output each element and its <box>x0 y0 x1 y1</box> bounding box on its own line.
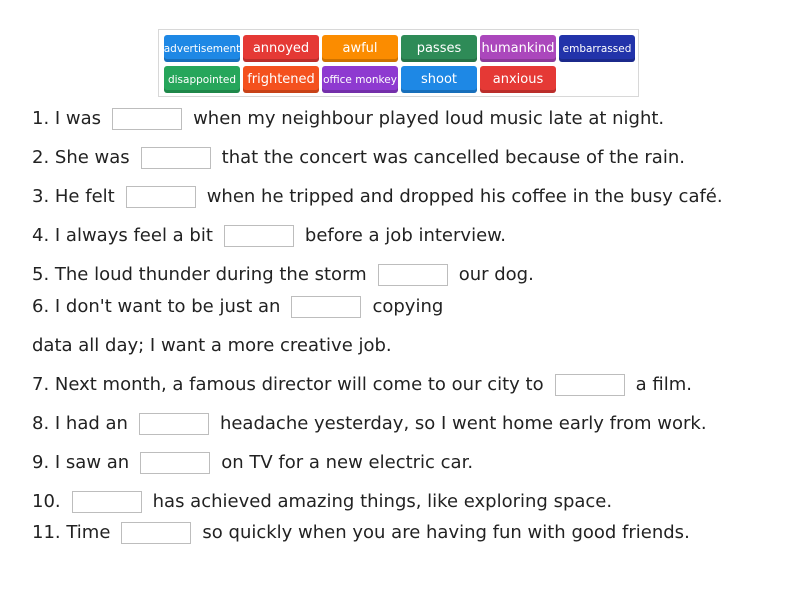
word-tile-disappointed[interactable]: disappointed <box>164 66 240 93</box>
word-tile-passes[interactable]: passes <box>401 35 477 62</box>
sentence-4 <box>32 225 506 247</box>
word-tile-embarrassed[interactable]: embarrassed <box>559 35 635 62</box>
sentence-1 <box>32 108 664 130</box>
sentence-9 <box>32 452 473 474</box>
answer-blank[interactable] <box>112 108 182 130</box>
answer-blank[interactable] <box>139 413 209 435</box>
sentence-text-before: 2. She was <box>32 147 130 168</box>
sentence-text-after: a film. <box>635 374 692 395</box>
sentence-text-after: so quickly when you are having fun with good friends. <box>202 522 690 543</box>
sentence-text-before: 9. I saw an <box>32 452 130 473</box>
sentence-text-before: 3. He felt <box>32 186 115 207</box>
answer-blank[interactable] <box>378 264 448 286</box>
sentence-text-after: copying <box>372 296 444 317</box>
sentence-2 <box>32 147 685 169</box>
sentence-text-after: headache yesterday, so I went home early from work. <box>219 413 707 434</box>
sentence-5 <box>32 264 534 286</box>
answer-blank[interactable] <box>72 491 142 513</box>
word-tile-frightened[interactable]: frightened <box>243 66 319 93</box>
sentence-text-after: our dog. <box>458 264 534 285</box>
word-tile-awful[interactable]: awful <box>322 35 398 62</box>
answer-blank[interactable] <box>555 374 625 396</box>
sentence-6-continued <box>32 335 392 357</box>
word-tile-advertisement[interactable]: advertisement <box>164 35 240 62</box>
sentence-text-after: has achieved amazing things, like exploring space. <box>152 491 613 512</box>
sentence-3 <box>32 186 723 208</box>
sentence-text-after: data all day; I want a more creative job. <box>32 335 392 356</box>
word-tile-annoyed[interactable]: annoyed <box>243 35 319 62</box>
sentence-text-before: 5. The loud thunder during the storm <box>32 264 367 285</box>
answer-blank[interactable] <box>291 296 361 318</box>
answer-blank[interactable] <box>126 186 196 208</box>
sentence-6 <box>32 296 443 318</box>
sentence-text-before: 8. I had an <box>32 413 128 434</box>
sentence-text-before: 1. I was <box>32 108 102 129</box>
word-bank <box>158 29 639 97</box>
sentence-text-before: 11. Time <box>32 522 111 543</box>
sentence-text-before: 4. I always feel a bit <box>32 225 213 246</box>
sentence-text-after: before a job interview. <box>304 225 506 246</box>
sentence-10 <box>32 491 612 513</box>
sentence-11 <box>32 522 690 544</box>
word-tile-humankind[interactable]: humankind <box>480 35 556 62</box>
word-tile-shoot[interactable]: shoot <box>401 66 477 93</box>
sentence-text-before: 6. I don't want to be just an <box>32 296 281 317</box>
word-tile-office-monkey[interactable]: office monkey <box>322 66 398 93</box>
sentence-text-before: 10. <box>32 491 61 512</box>
word-tile-anxious[interactable]: anxious <box>480 66 556 93</box>
sentence-text-before: 7. Next month, a famous director will come to our city to <box>32 374 544 395</box>
answer-blank[interactable] <box>140 452 210 474</box>
sentence-text-after: that the concert was cancelled because of the rain. <box>221 147 685 168</box>
sentence-7 <box>32 374 692 396</box>
sentence-text-after: on TV for a new electric car. <box>221 452 474 473</box>
sentence-8 <box>32 413 707 435</box>
sentence-text-after: when he tripped and dropped his coffee in the busy café. <box>206 186 723 207</box>
answer-blank[interactable] <box>141 147 211 169</box>
sentence-text-after: when my neighbour played loud music late at night. <box>193 108 665 129</box>
answer-blank[interactable] <box>121 522 191 544</box>
answer-blank[interactable] <box>224 225 294 247</box>
